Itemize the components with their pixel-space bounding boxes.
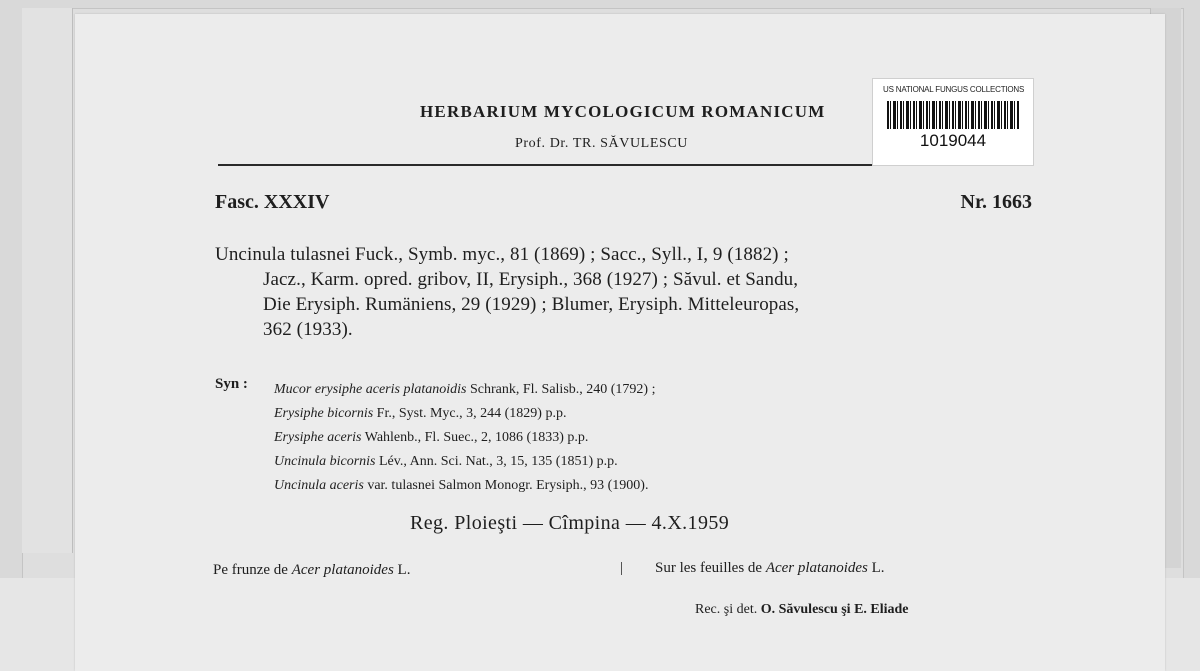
synonym-ref: Schrank, Fl. Salisb., 240 (1792) ;: [466, 382, 656, 397]
synonym-name: Erysiphe aceris: [274, 430, 362, 445]
herbarium-label: [75, 14, 1165, 671]
synonym-name: Erysiphe bicornis: [274, 406, 374, 421]
collector-line: [695, 602, 909, 618]
fascicle-number: Fasc. XXXIV: [215, 191, 330, 213]
citation-line: Die Erysiph. Rumäniens, 29 (1929) ; Blumer, Erysiph. Mitteleuropas,: [263, 294, 800, 315]
host-french: [655, 560, 885, 577]
barcode-caption: US NATIONAL FUNGUS COLLECTIONS: [883, 85, 1025, 94]
synonyms-label: Syn :: [215, 376, 248, 392]
host-ro-prefix: Pe frunze de: [213, 562, 292, 578]
host-fr-name: Acer platanoides: [765, 560, 868, 576]
synonym-item: [274, 402, 655, 426]
synonym-item: [274, 474, 655, 498]
host-ro-name: Acer platanoides: [291, 562, 394, 578]
citation-line: Uncinula tulasnei Fuck., Symb. myc., 81 (1869) ; Sacc., Syll., I, 9 (1882) ;: [215, 244, 789, 265]
species-citation: [215, 242, 1045, 342]
host-fr-suffix: L.: [867, 560, 885, 576]
collector-names: O. Săvulescu şi E. Eliade: [760, 602, 909, 617]
synonym-ref: Lév., Ann. Sci. Nat., 3, 15, 135 (1851) p.p.: [375, 454, 618, 469]
host-ro-suffix: L.: [393, 562, 411, 578]
synonyms-list: [274, 378, 655, 498]
citation-line: Jacz., Karm. opred. gribov, II, Erysiph., 368 (1927) ; Săvul. et Sandu,: [263, 269, 799, 290]
specimen-number: Nr. 1663: [960, 191, 1032, 213]
herbarium-author: Prof. Dr. TR. SĂVULESCU: [515, 136, 689, 151]
synonym-name: Uncinula bicornis: [274, 454, 376, 469]
synonym-item: [274, 426, 655, 450]
synonym-ref: Fr., Syst. Myc., 3, 244 (1829) p.p.: [373, 406, 567, 421]
envelope-flap: [22, 8, 73, 553]
citation-line: 362 (1933).: [263, 319, 353, 340]
host-divider: |: [620, 560, 624, 576]
host-romanian: [213, 562, 410, 579]
collection-locality: Reg. Ploieşti — Cîmpina — 4.X.1959: [410, 512, 730, 534]
host-fr-prefix: Sur les feuilles de: [655, 560, 766, 576]
barcode-number: 1019044: [919, 131, 987, 150]
synonym-ref: var. tulasnei Salmon Monogr. Erysiph., 93 (1900).: [363, 478, 649, 493]
synonym-item: [274, 450, 655, 474]
synonym-name: Mucor erysiphe aceris platanoidis: [274, 382, 467, 397]
synonym-name: Uncinula aceris: [274, 478, 364, 493]
barcode-icon: [887, 101, 1019, 129]
herbarium-title: HERBARIUM MYCOLOGICUM ROMANICUM: [420, 102, 826, 121]
barcode-label: [872, 78, 1034, 166]
collector-prefix: Rec. şi det.: [695, 602, 761, 617]
synonym-item: [274, 378, 655, 402]
synonym-ref: Wahlenb., Fl. Suec., 2, 1086 (1833) p.p.: [361, 430, 589, 445]
